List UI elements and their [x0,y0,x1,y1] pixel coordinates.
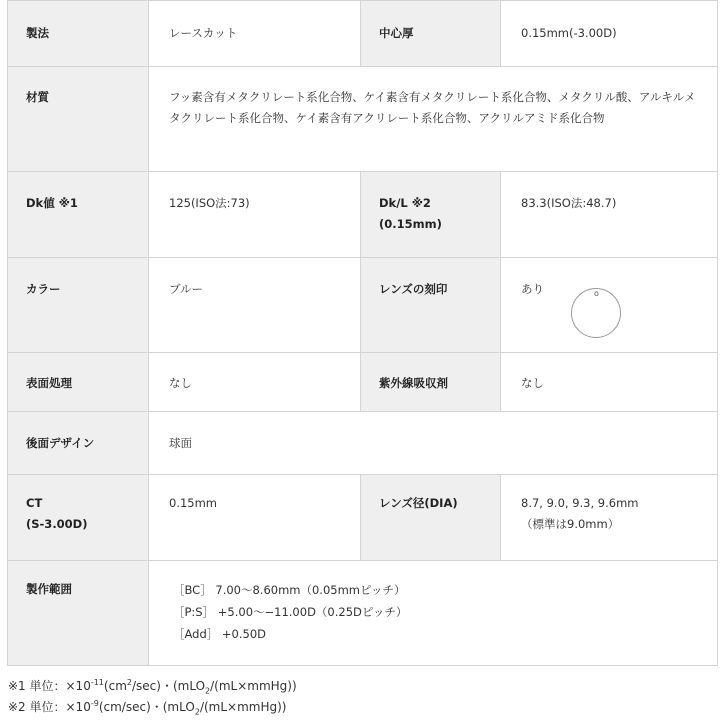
range-ps: ［P:S］ +5.00〜−11.00D（0.25Dピッチ） [173,605,408,619]
label-diameter: レンズ径(DIA) [361,475,501,561]
value-center-thickness: 0.15mm(-3.00D) [501,1,718,67]
spec-row-color [8,258,718,353]
value-diameter [501,475,718,561]
engraving-mark: o [594,289,599,298]
label-method: 製法 [8,1,149,67]
spec-row-method [8,1,718,67]
value-material: フッ素含有メタクリレート系化合物、ケイ素含有メタクリレート系化合物、メタクリル酸、アルキルメタクリレート系化合物、ケイ素含有アクリレート系化合物、アクリルアミド系化合物 [149,67,718,172]
range-add: ［Add］ +0.50D [173,627,267,641]
value-engraving-text: あり [521,282,544,296]
engraving-circle-icon [571,288,621,338]
label-surface: 表面処理 [8,353,149,412]
spec-row-ct [8,475,718,561]
spec-row-dk [8,172,718,258]
spec-row-material [8,67,718,172]
label-uv: 紫外線吸収剤 [361,353,501,412]
spec-row-surface [8,353,718,412]
value-diameter-line1: 8.7, 9.0, 9.3, 9.6mm [521,496,639,510]
value-method: レースカット [149,1,361,67]
footnote-2 [8,697,297,718]
value-surface: なし [149,353,361,412]
footnote-1-exponent: -11 [90,678,104,687]
value-ct: 0.15mm [149,475,361,561]
footnote-1-mid2: /sec)・(mLO [131,679,206,693]
value-range [149,561,718,666]
footnote-2-mid: (cm/sec)・(mLO [98,700,195,714]
label-dk-l-line1: Dk/L ※2 [379,196,431,210]
label-range: 製作範囲 [8,561,149,666]
label-engraving: レンズの刻印 [361,258,501,353]
label-dk-l [361,172,501,258]
footnote-1 [8,676,297,697]
label-dk: Dk値 ※1 [8,172,149,258]
spec-row-range [8,561,718,666]
label-ct-line2: (S-3.00D) [26,517,88,531]
footnote-1-sub: 2 [205,686,211,696]
label-dk-l-line2: (0.15mm) [379,217,442,231]
label-back-design: 後面デザイン [8,412,149,475]
spec-row-back-design [8,412,718,475]
value-engraving [501,258,718,353]
range-bc: ［BC］ 7.00〜8.60mm（0.05mmピッチ） [173,583,406,597]
footnote-2-prefix: ※2 単位：×10 [8,700,91,714]
footnote-1-mid: (cm [103,679,127,693]
value-diameter-line2: （標準は9.0mm） [521,517,620,531]
footnote-2-exponent: -9 [90,699,99,708]
label-ct [8,475,149,561]
label-ct-line1: CT [26,496,43,510]
label-center-thickness: 中心厚 [361,1,501,67]
footnote-2-suffix: /(mL×mmHg)) [199,700,287,714]
spec-table [7,0,718,666]
footnote-1-suffix: /(mL×mmHg)) [210,679,297,693]
value-uv: なし [501,353,718,412]
label-color: カラー [8,258,149,353]
label-material: 材質 [8,67,149,172]
value-dk-l: 83.3(ISO法:48.7) [501,172,718,258]
value-color: ブルー [149,258,361,353]
footnotes [8,676,297,718]
footnote-2-sub: 2 [194,707,200,717]
footnote-1-prefix: ※1 単位：×10 [8,679,91,693]
value-dk: 125(ISO法:73) [149,172,361,258]
value-back-design: 球面 [149,412,718,475]
footnote-1-square: 2 [126,678,132,687]
